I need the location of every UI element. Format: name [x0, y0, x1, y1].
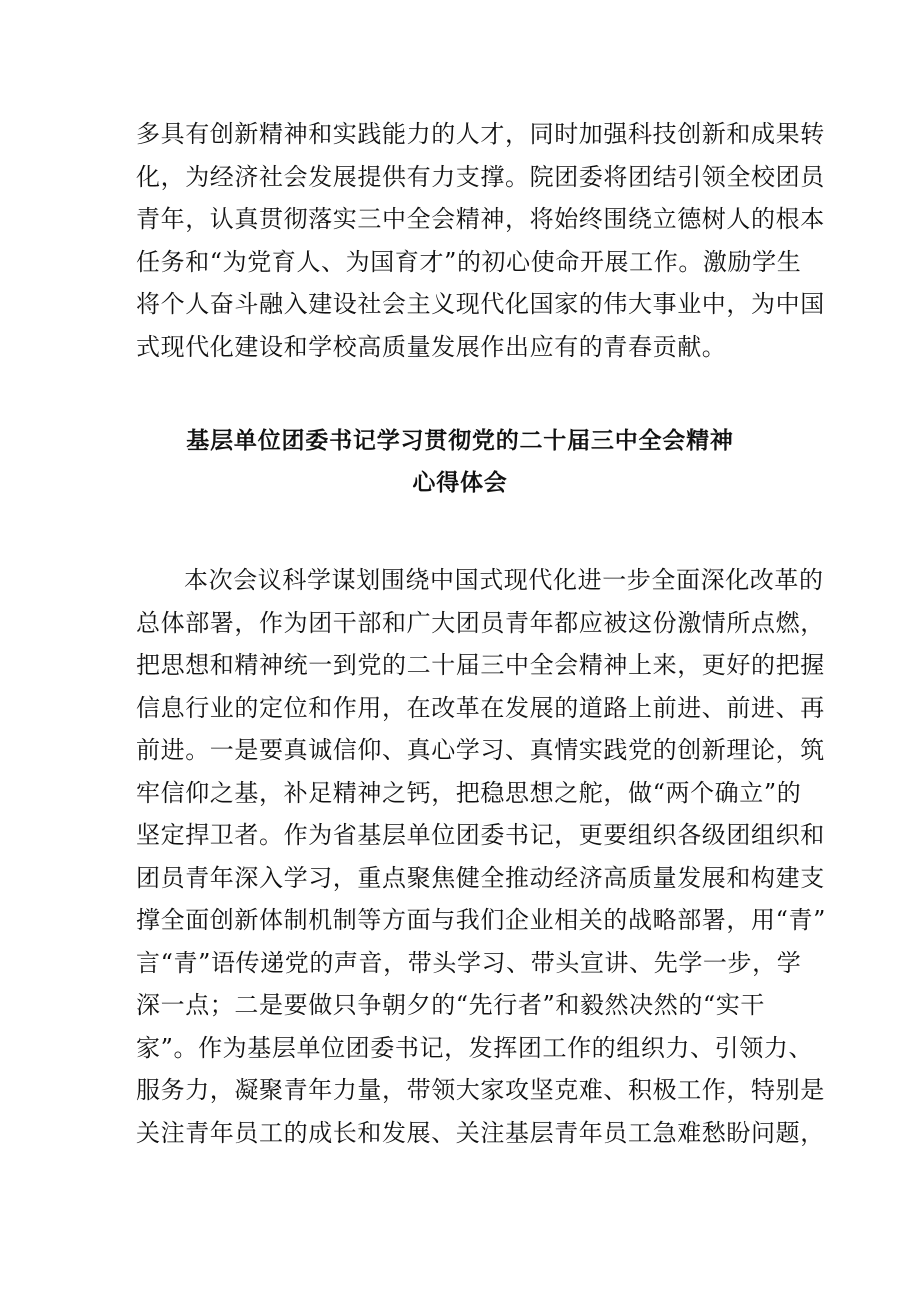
- paragraph-line: 化，为经济社会发展提供有力支撑。院团委将团结引领全校团员: [136, 162, 825, 191]
- section-title-line-1: 基层单位团委书记学习贯彻党的二十届三中全会精神: [186, 428, 734, 454]
- paragraph-line: 坚定捍卫者。作为省基层单位团委书记，更要组织各级团组织和: [136, 821, 825, 849]
- paragraph-line-first: 本次会议科学谋划围绕中国式现代化进一步全面深化改革的: [184, 566, 824, 594]
- paragraph-line: 总体部署，作为团干部和广大团员青年都应被这份激情所点燃，: [136, 608, 825, 637]
- paragraph-line: 前进。一是要真诚信仰、真心学习、真情实践党的创新理论，筑: [136, 736, 825, 764]
- paragraph-line: 式现代化建设和学校高质量发展作出应有的青春贡献。: [136, 332, 727, 361]
- paragraph-line: 任务和“为党育人、为国育才”的初心使命开展工作。激励学生: [136, 247, 802, 276]
- paragraph-line: 深一点；二是要做只争朝夕的“先行者”和毅然决然的“实干: [136, 991, 766, 1019]
- paragraph-line: 服务力，凝聚青年力量，带领大家攻坚克难、积极工作，特别是: [136, 1076, 825, 1104]
- paragraph-continued: [136, 113, 825, 368]
- paragraph-line: 青年，认真贯彻落实三中全会精神，将始终围绕立德树人的根本: [136, 205, 825, 233]
- paragraph-line: 信息行业的定位和作用，在改革在发展的道路上前进、前进、再: [136, 693, 825, 722]
- paragraph-line: 团员青年深入学习，重点聚焦健全推动经济高质量发展和构建支: [136, 863, 825, 892]
- paragraph-line: 多具有创新精神和实践能力的人才，同时加强科技创新和成果转: [136, 120, 825, 148]
- section-title: [0, 420, 920, 504]
- paragraph-line: 撑全面创新体制机制等方面与我们企业相关的战略部署，用“青”: [136, 906, 826, 934]
- section-title-line-2: 心得体会: [412, 470, 508, 496]
- paragraph-line: 把思想和精神统一到党的二十届三中全会精神上来，更好的把握: [136, 651, 825, 679]
- paragraph-line: 将个人奋斗融入建设社会主义现代化国家的伟大事业中，为中国: [136, 290, 825, 318]
- paragraph-line: 牢信仰之基，补足精神之钙，把稳思想之舵，做“两个确立”的: [136, 778, 802, 807]
- paragraph-body: [136, 559, 826, 1154]
- paragraph-line: 家”。作为基层单位团委书记，发挥团工作的组织力、引领力、: [136, 1033, 814, 1062]
- paragraph-line: 关注青年员工的成长和发展、关注基层青年员工急难愁盼问题，: [136, 1118, 825, 1147]
- paragraph-line: 言“青”语传递党的声音，带头学习、带头宣讲、先学一步，学: [136, 948, 802, 977]
